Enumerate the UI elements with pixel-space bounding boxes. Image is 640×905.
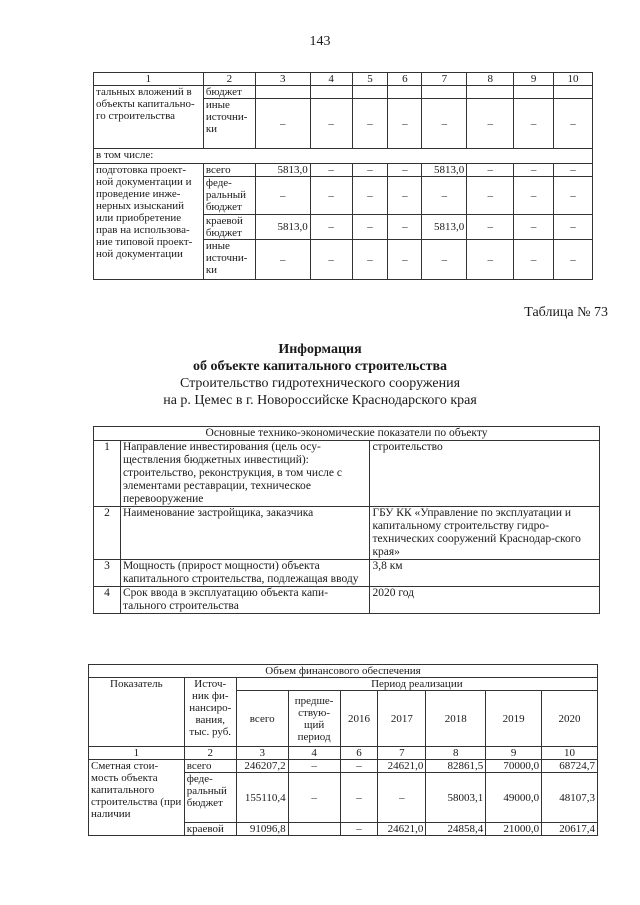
col-num: 6 (388, 73, 422, 86)
col-header: 2016 (340, 691, 378, 747)
value-cell: – (310, 177, 352, 215)
col-num: 9 (486, 747, 542, 760)
value-cell: – (310, 99, 352, 149)
col-num: 3 (255, 73, 310, 86)
value-cell: – (388, 99, 422, 149)
value-cell: – (467, 240, 514, 280)
value-cell: – (310, 164, 352, 177)
value-cell: 24621,0 (378, 760, 426, 773)
subheading-cell: в том числе: (94, 149, 593, 164)
value-cell: 5813,0 (422, 164, 467, 177)
value-cell: – (255, 177, 310, 215)
table-row (94, 560, 600, 587)
value-cell: – (388, 177, 422, 215)
table-row (94, 441, 600, 507)
value-cell: – (255, 240, 310, 280)
value-cell: – (554, 164, 593, 177)
col-num: 8 (426, 747, 486, 760)
row-value: 3,8 км (370, 560, 600, 587)
table-title: Объем финансового обеспечения (89, 665, 598, 678)
table-title-row (94, 427, 600, 441)
value-cell: 70000,0 (486, 760, 542, 773)
value-cell: – (467, 99, 514, 149)
value-cell: 68724,7 (542, 760, 598, 773)
source-cell: иные источни-ки (203, 99, 255, 149)
value-cell: 5813,0 (255, 215, 310, 240)
value-cell: – (554, 240, 593, 280)
col-num: 4 (288, 747, 340, 760)
value-cell: – (514, 177, 554, 215)
page-number: 143 (309, 34, 331, 49)
period-header: Период реализации (236, 678, 597, 691)
table-row (94, 587, 600, 614)
value-cell: 5813,0 (422, 215, 467, 240)
header-row (94, 73, 593, 86)
col-num: 10 (554, 73, 593, 86)
source-cell: бюджет (203, 86, 255, 99)
col-header: 2018 (426, 691, 486, 747)
col-num: 2 (184, 747, 236, 760)
value-cell: – (554, 177, 593, 215)
col-num: 9 (514, 73, 554, 86)
value-cell: – (340, 823, 378, 836)
value-cell: – (352, 215, 388, 240)
value-cell: – (352, 177, 388, 215)
value-cell: – (422, 240, 467, 280)
source-header: Источ-ник фи-нансиро-вания, тыс. руб. (184, 678, 236, 747)
value-cell: 48107,3 (542, 773, 598, 823)
col-num: 10 (542, 747, 598, 760)
table-row (94, 149, 593, 164)
table-row (94, 164, 593, 177)
number-row (89, 747, 598, 760)
col-num: 6 (340, 747, 378, 760)
row-description: Сметная стои-мость объекта капитального строительства (при наличии (89, 760, 185, 836)
col-num: 7 (422, 73, 467, 86)
value-cell: – (352, 240, 388, 280)
source-cell: краевой (184, 823, 236, 836)
col-num: 3 (236, 747, 288, 760)
indicators-table (93, 426, 600, 614)
col-num: 7 (378, 747, 426, 760)
value-cell: – (554, 99, 593, 149)
source-cell: иные источни-ки (203, 240, 255, 280)
col-header: 2020 (542, 691, 598, 747)
row-value: 2020 год (370, 587, 600, 614)
source-cell: феде-ральный бюджет (203, 177, 255, 215)
row-label: Мощность (прирост мощности) объекта капитального строительства, подлежащая вводу (120, 560, 370, 587)
row-label: Срок ввода в эксплуатацию объекта капи-тального строительства (120, 587, 370, 614)
value-cell: – (467, 215, 514, 240)
value-cell: – (514, 99, 554, 149)
value-cell: – (554, 215, 593, 240)
col-num: 1 (89, 747, 185, 760)
col-num: 2 (203, 73, 255, 86)
row-value: строительство (370, 441, 600, 507)
value-cell: – (378, 773, 426, 823)
source-cell: краевой бюджет (203, 215, 255, 240)
col-header: 2017 (378, 691, 426, 747)
source-cell: всего (203, 164, 255, 177)
row-number: 4 (94, 587, 121, 614)
value-cell: 155110,4 (236, 773, 288, 823)
value-cell: – (467, 164, 514, 177)
col-header: предше-ствую-щий период (288, 691, 340, 747)
value-cell: – (388, 215, 422, 240)
table-title: Основные технико-экономические показатели по объекту (94, 427, 600, 441)
row-description: тальных вложений в объекты капитально-го строительства (94, 86, 204, 149)
row-label: Направление инвестирования (цель осу-ществления бюджетных инвестиций): строительство, реконструкция, в том числе с элементами реставрации, техническое перевооружение (120, 441, 370, 507)
row-label: Наименование застройщика, заказчика (120, 507, 370, 560)
col-num: 4 (310, 73, 352, 86)
table-row (89, 760, 598, 773)
table-label: Таблица № 73 (524, 305, 608, 320)
value-cell: 21000,0 (486, 823, 542, 836)
heading-title: Информация (278, 342, 362, 357)
col-num: 1 (94, 73, 204, 86)
value-cell: 49000,0 (486, 773, 542, 823)
value-cell: – (310, 215, 352, 240)
table-row (94, 86, 593, 99)
value-cell: – (514, 215, 554, 240)
value-cell: – (352, 164, 388, 177)
row-description: подготовка проект-ной документации и проведение инже-нерных изысканий или приобретение прав на использова-ние типовой проект-ной документации (94, 164, 204, 280)
value-cell: – (514, 164, 554, 177)
header-row (89, 678, 598, 691)
value-cell: – (310, 240, 352, 280)
value-cell: – (352, 99, 388, 149)
value-cell: – (288, 773, 340, 823)
heading-object-name: Строительство гидротехнического сооружения (179, 376, 461, 391)
value-cell: – (340, 773, 378, 823)
value-cell: – (422, 177, 467, 215)
value-cell: – (288, 760, 340, 773)
row-number: 1 (94, 441, 121, 507)
value-cell: – (514, 240, 554, 280)
value-cell: – (422, 99, 467, 149)
value-cell: 5813,0 (255, 164, 310, 177)
value-cell: 91096,8 (236, 823, 288, 836)
value-cell: – (255, 99, 310, 149)
row-value: ГБУ КК «Управление по эксплуатации и капитальному строительству гидро-технических сооружений Краснодар-ского края» (370, 507, 600, 560)
heading-subtitle: об объекте капитального строительства (192, 359, 448, 374)
value-cell: – (340, 760, 378, 773)
table-title-row (89, 665, 598, 678)
row-number: 3 (94, 560, 121, 587)
value-cell: 20617,4 (542, 823, 598, 836)
col-header: всего (236, 691, 288, 747)
value-cell: 24858,4 (426, 823, 486, 836)
value-cell: – (388, 164, 422, 177)
col-num: 8 (467, 73, 514, 86)
col-num: 5 (352, 73, 388, 86)
source-cell: феде-ральный бюджет (184, 773, 236, 823)
value-cell: 82861,5 (426, 760, 486, 773)
value-cell: 58003,1 (426, 773, 486, 823)
value-cell: – (467, 177, 514, 215)
value-cell: – (388, 240, 422, 280)
value-cell: 246207,2 (236, 760, 288, 773)
source-cell: всего (184, 760, 236, 773)
continuation-table (93, 72, 593, 280)
indicator-header: Показатель (89, 678, 185, 747)
table-row (94, 507, 600, 560)
value-cell: 24621,0 (378, 823, 426, 836)
heading-location: на р. Цемес в г. Новороссийске Краснодарского края (163, 393, 477, 408)
financing-table (88, 664, 598, 836)
col-header: 2019 (486, 691, 542, 747)
row-number: 2 (94, 507, 121, 560)
value-cell (288, 823, 340, 836)
